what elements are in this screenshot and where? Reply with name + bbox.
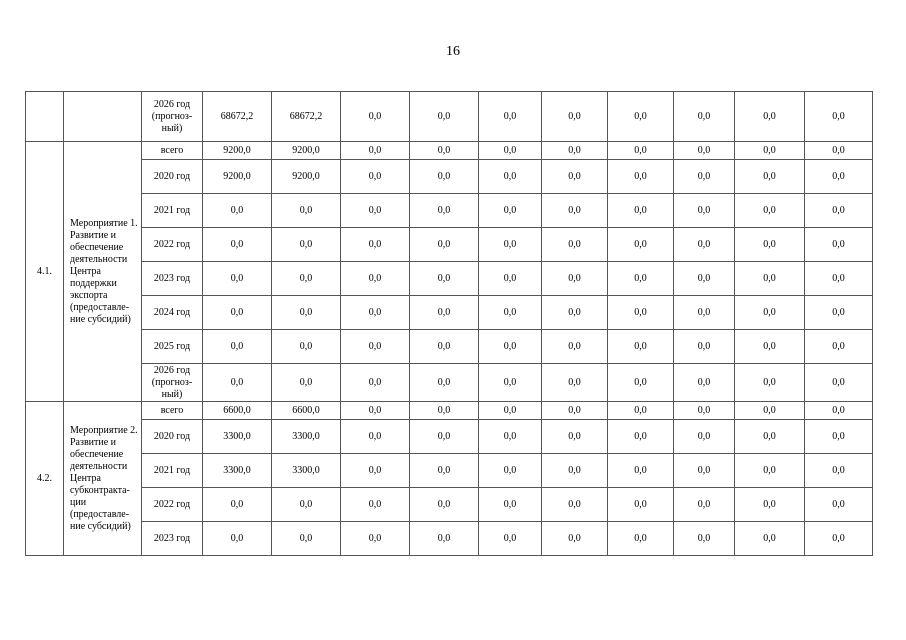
value-cell: 0,0	[674, 92, 735, 142]
value-cell: 9200,0	[203, 160, 272, 194]
value-cell: 0,0	[410, 296, 479, 330]
value-cell: 0,0	[341, 420, 410, 454]
value-cell: 0,0	[203, 488, 272, 522]
value-cell: 0,0	[479, 142, 542, 160]
value-cell: 0,0	[608, 92, 674, 142]
value-cell: 0,0	[674, 330, 735, 364]
table-row	[26, 488, 873, 522]
value-cell: 0,0	[203, 194, 272, 228]
value-cell: 0,0	[805, 420, 873, 454]
table-row	[26, 364, 873, 402]
value-cell: 0,0	[410, 142, 479, 160]
year-cell: 2026 год (прогноз-ный)	[142, 364, 203, 402]
value-cell: 0,0	[674, 364, 735, 402]
year-cell: 2023 год	[142, 522, 203, 556]
value-cell: 0,0	[735, 160, 805, 194]
value-cell: 0,0	[805, 296, 873, 330]
item-code-cell: 4.1.	[26, 142, 64, 402]
year-cell: 2022 год	[142, 488, 203, 522]
value-cell: 0,0	[674, 522, 735, 556]
value-cell: 0,0	[674, 402, 735, 420]
table-row	[26, 262, 873, 296]
value-cell: 0,0	[735, 488, 805, 522]
value-cell: 0,0	[735, 296, 805, 330]
value-cell: 0,0	[735, 454, 805, 488]
value-cell: 0,0	[272, 364, 341, 402]
value-cell: 0,0	[341, 92, 410, 142]
year-cell: всего	[142, 142, 203, 160]
value-cell: 0,0	[735, 402, 805, 420]
value-cell: 0,0	[805, 364, 873, 402]
value-cell: 0,0	[608, 488, 674, 522]
year-cell: всего	[142, 402, 203, 420]
value-cell: 0,0	[735, 92, 805, 142]
value-cell: 0,0	[272, 488, 341, 522]
year-cell: 2020 год	[142, 160, 203, 194]
value-cell: 0,0	[479, 402, 542, 420]
value-cell: 0,0	[805, 402, 873, 420]
value-cell: 0,0	[735, 228, 805, 262]
value-cell: 0,0	[674, 262, 735, 296]
value-cell: 0,0	[608, 420, 674, 454]
value-cell: 0,0	[805, 262, 873, 296]
value-cell: 9200,0	[272, 160, 341, 194]
value-cell: 0,0	[608, 194, 674, 228]
value-cell: 0,0	[608, 522, 674, 556]
value-cell: 68672,2	[203, 92, 272, 142]
value-cell: 0,0	[674, 194, 735, 228]
value-cell: 0,0	[805, 330, 873, 364]
value-cell: 9200,0	[203, 142, 272, 160]
value-cell: 0,0	[341, 194, 410, 228]
value-cell: 0,0	[542, 402, 608, 420]
value-cell: 0,0	[479, 522, 542, 556]
value-cell: 6600,0	[272, 402, 341, 420]
value-cell: 0,0	[674, 228, 735, 262]
value-cell: 0,0	[542, 330, 608, 364]
item-name-cell: Мероприятие 1. Развитие и обеспечение деятельности Центра поддержки экспорта (предоставле-ние субсидий)	[64, 142, 142, 402]
value-cell: 0,0	[479, 454, 542, 488]
table-row	[26, 194, 873, 228]
value-cell: 0,0	[410, 454, 479, 488]
year-cell: 2023 год	[142, 262, 203, 296]
value-cell: 0,0	[341, 160, 410, 194]
value-cell: 0,0	[272, 330, 341, 364]
value-cell: 0,0	[479, 364, 542, 402]
table-row	[26, 402, 873, 420]
value-cell: 0,0	[805, 522, 873, 556]
value-cell: 0,0	[272, 194, 341, 228]
year-cell: 2021 год	[142, 194, 203, 228]
year-cell: 2021 год	[142, 454, 203, 488]
value-cell: 0,0	[479, 92, 542, 142]
value-cell: 0,0	[203, 522, 272, 556]
value-cell: 0,0	[735, 364, 805, 402]
value-cell: 0,0	[608, 228, 674, 262]
value-cell: 0,0	[542, 296, 608, 330]
table-row	[26, 420, 873, 454]
value-cell: 0,0	[410, 420, 479, 454]
value-cell: 0,0	[608, 142, 674, 160]
value-cell: 0,0	[805, 454, 873, 488]
value-cell: 0,0	[542, 160, 608, 194]
value-cell: 0,0	[341, 296, 410, 330]
value-cell: 0,0	[341, 402, 410, 420]
value-cell: 0,0	[341, 522, 410, 556]
value-cell: 0,0	[542, 454, 608, 488]
value-cell: 0,0	[479, 420, 542, 454]
value-cell: 9200,0	[272, 142, 341, 160]
table-row	[26, 142, 873, 160]
value-cell: 0,0	[203, 228, 272, 262]
value-cell: 0,0	[479, 194, 542, 228]
budget-table	[25, 91, 873, 556]
value-cell: 0,0	[479, 262, 542, 296]
year-cell: 2024 год	[142, 296, 203, 330]
item-name-cell	[64, 92, 142, 142]
item-code-cell	[26, 92, 64, 142]
value-cell: 0,0	[674, 454, 735, 488]
value-cell: 0,0	[410, 92, 479, 142]
value-cell: 0,0	[735, 194, 805, 228]
value-cell: 0,0	[805, 228, 873, 262]
budget-table-body	[26, 92, 873, 556]
value-cell: 0,0	[272, 228, 341, 262]
value-cell: 0,0	[479, 330, 542, 364]
value-cell: 0,0	[479, 160, 542, 194]
value-cell: 3300,0	[272, 454, 341, 488]
value-cell: 0,0	[203, 364, 272, 402]
value-cell: 0,0	[410, 488, 479, 522]
year-cell: 2022 год	[142, 228, 203, 262]
value-cell: 0,0	[542, 228, 608, 262]
value-cell: 0,0	[542, 92, 608, 142]
value-cell: 0,0	[735, 420, 805, 454]
value-cell: 0,0	[735, 330, 805, 364]
table-row	[26, 228, 873, 262]
value-cell: 0,0	[608, 296, 674, 330]
value-cell: 0,0	[805, 488, 873, 522]
value-cell: 0,0	[674, 488, 735, 522]
value-cell: 0,0	[805, 160, 873, 194]
value-cell: 0,0	[608, 454, 674, 488]
value-cell: 0,0	[674, 296, 735, 330]
value-cell: 0,0	[608, 402, 674, 420]
value-cell: 0,0	[203, 296, 272, 330]
value-cell: 0,0	[272, 522, 341, 556]
value-cell: 0,0	[341, 364, 410, 402]
value-cell: 0,0	[542, 262, 608, 296]
value-cell: 0,0	[735, 142, 805, 160]
value-cell: 0,0	[272, 262, 341, 296]
value-cell: 0,0	[735, 262, 805, 296]
value-cell: 0,0	[674, 420, 735, 454]
value-cell: 0,0	[735, 522, 805, 556]
value-cell: 0,0	[608, 160, 674, 194]
value-cell: 0,0	[542, 142, 608, 160]
value-cell: 0,0	[410, 160, 479, 194]
value-cell: 0,0	[341, 142, 410, 160]
value-cell: 0,0	[272, 296, 341, 330]
value-cell: 3300,0	[203, 454, 272, 488]
value-cell: 0,0	[410, 194, 479, 228]
table-row	[26, 92, 873, 142]
value-cell: 0,0	[341, 454, 410, 488]
value-cell: 0,0	[341, 228, 410, 262]
page-number: 16	[446, 44, 460, 59]
value-cell: 0,0	[341, 488, 410, 522]
table-row	[26, 296, 873, 330]
value-cell: 6600,0	[203, 402, 272, 420]
value-cell: 0,0	[410, 522, 479, 556]
value-cell: 0,0	[608, 364, 674, 402]
value-cell: 0,0	[542, 420, 608, 454]
value-cell: 0,0	[805, 194, 873, 228]
value-cell: 0,0	[479, 228, 542, 262]
value-cell: 0,0	[542, 488, 608, 522]
year-cell: 2020 год	[142, 420, 203, 454]
value-cell: 0,0	[341, 262, 410, 296]
value-cell: 0,0	[203, 262, 272, 296]
value-cell: 3300,0	[272, 420, 341, 454]
value-cell: 0,0	[805, 92, 873, 142]
table-row	[26, 160, 873, 194]
value-cell: 0,0	[410, 402, 479, 420]
value-cell: 0,0	[479, 296, 542, 330]
value-cell: 0,0	[542, 522, 608, 556]
year-cell: 2025 год	[142, 330, 203, 364]
value-cell: 0,0	[608, 330, 674, 364]
value-cell: 0,0	[674, 160, 735, 194]
value-cell: 0,0	[608, 262, 674, 296]
table-row	[26, 522, 873, 556]
value-cell: 0,0	[203, 330, 272, 364]
table-row	[26, 330, 873, 364]
value-cell: 0,0	[542, 364, 608, 402]
value-cell: 0,0	[410, 330, 479, 364]
year-cell: 2026 год (прогноз-ный)	[142, 92, 203, 142]
value-cell: 0,0	[410, 262, 479, 296]
value-cell: 0,0	[479, 488, 542, 522]
value-cell: 0,0	[674, 142, 735, 160]
item-name-cell: Мероприятие 2. Развитие и обеспечение деятельности Центра субконтракта-ции (предоставле-ние субсидий)	[64, 402, 142, 556]
value-cell: 0,0	[410, 228, 479, 262]
value-cell: 0,0	[341, 330, 410, 364]
table-row	[26, 454, 873, 488]
value-cell: 0,0	[410, 364, 479, 402]
value-cell: 0,0	[805, 142, 873, 160]
value-cell: 0,0	[542, 194, 608, 228]
value-cell: 68672,2	[272, 92, 341, 142]
item-code-cell: 4.2.	[26, 402, 64, 556]
value-cell: 3300,0	[203, 420, 272, 454]
